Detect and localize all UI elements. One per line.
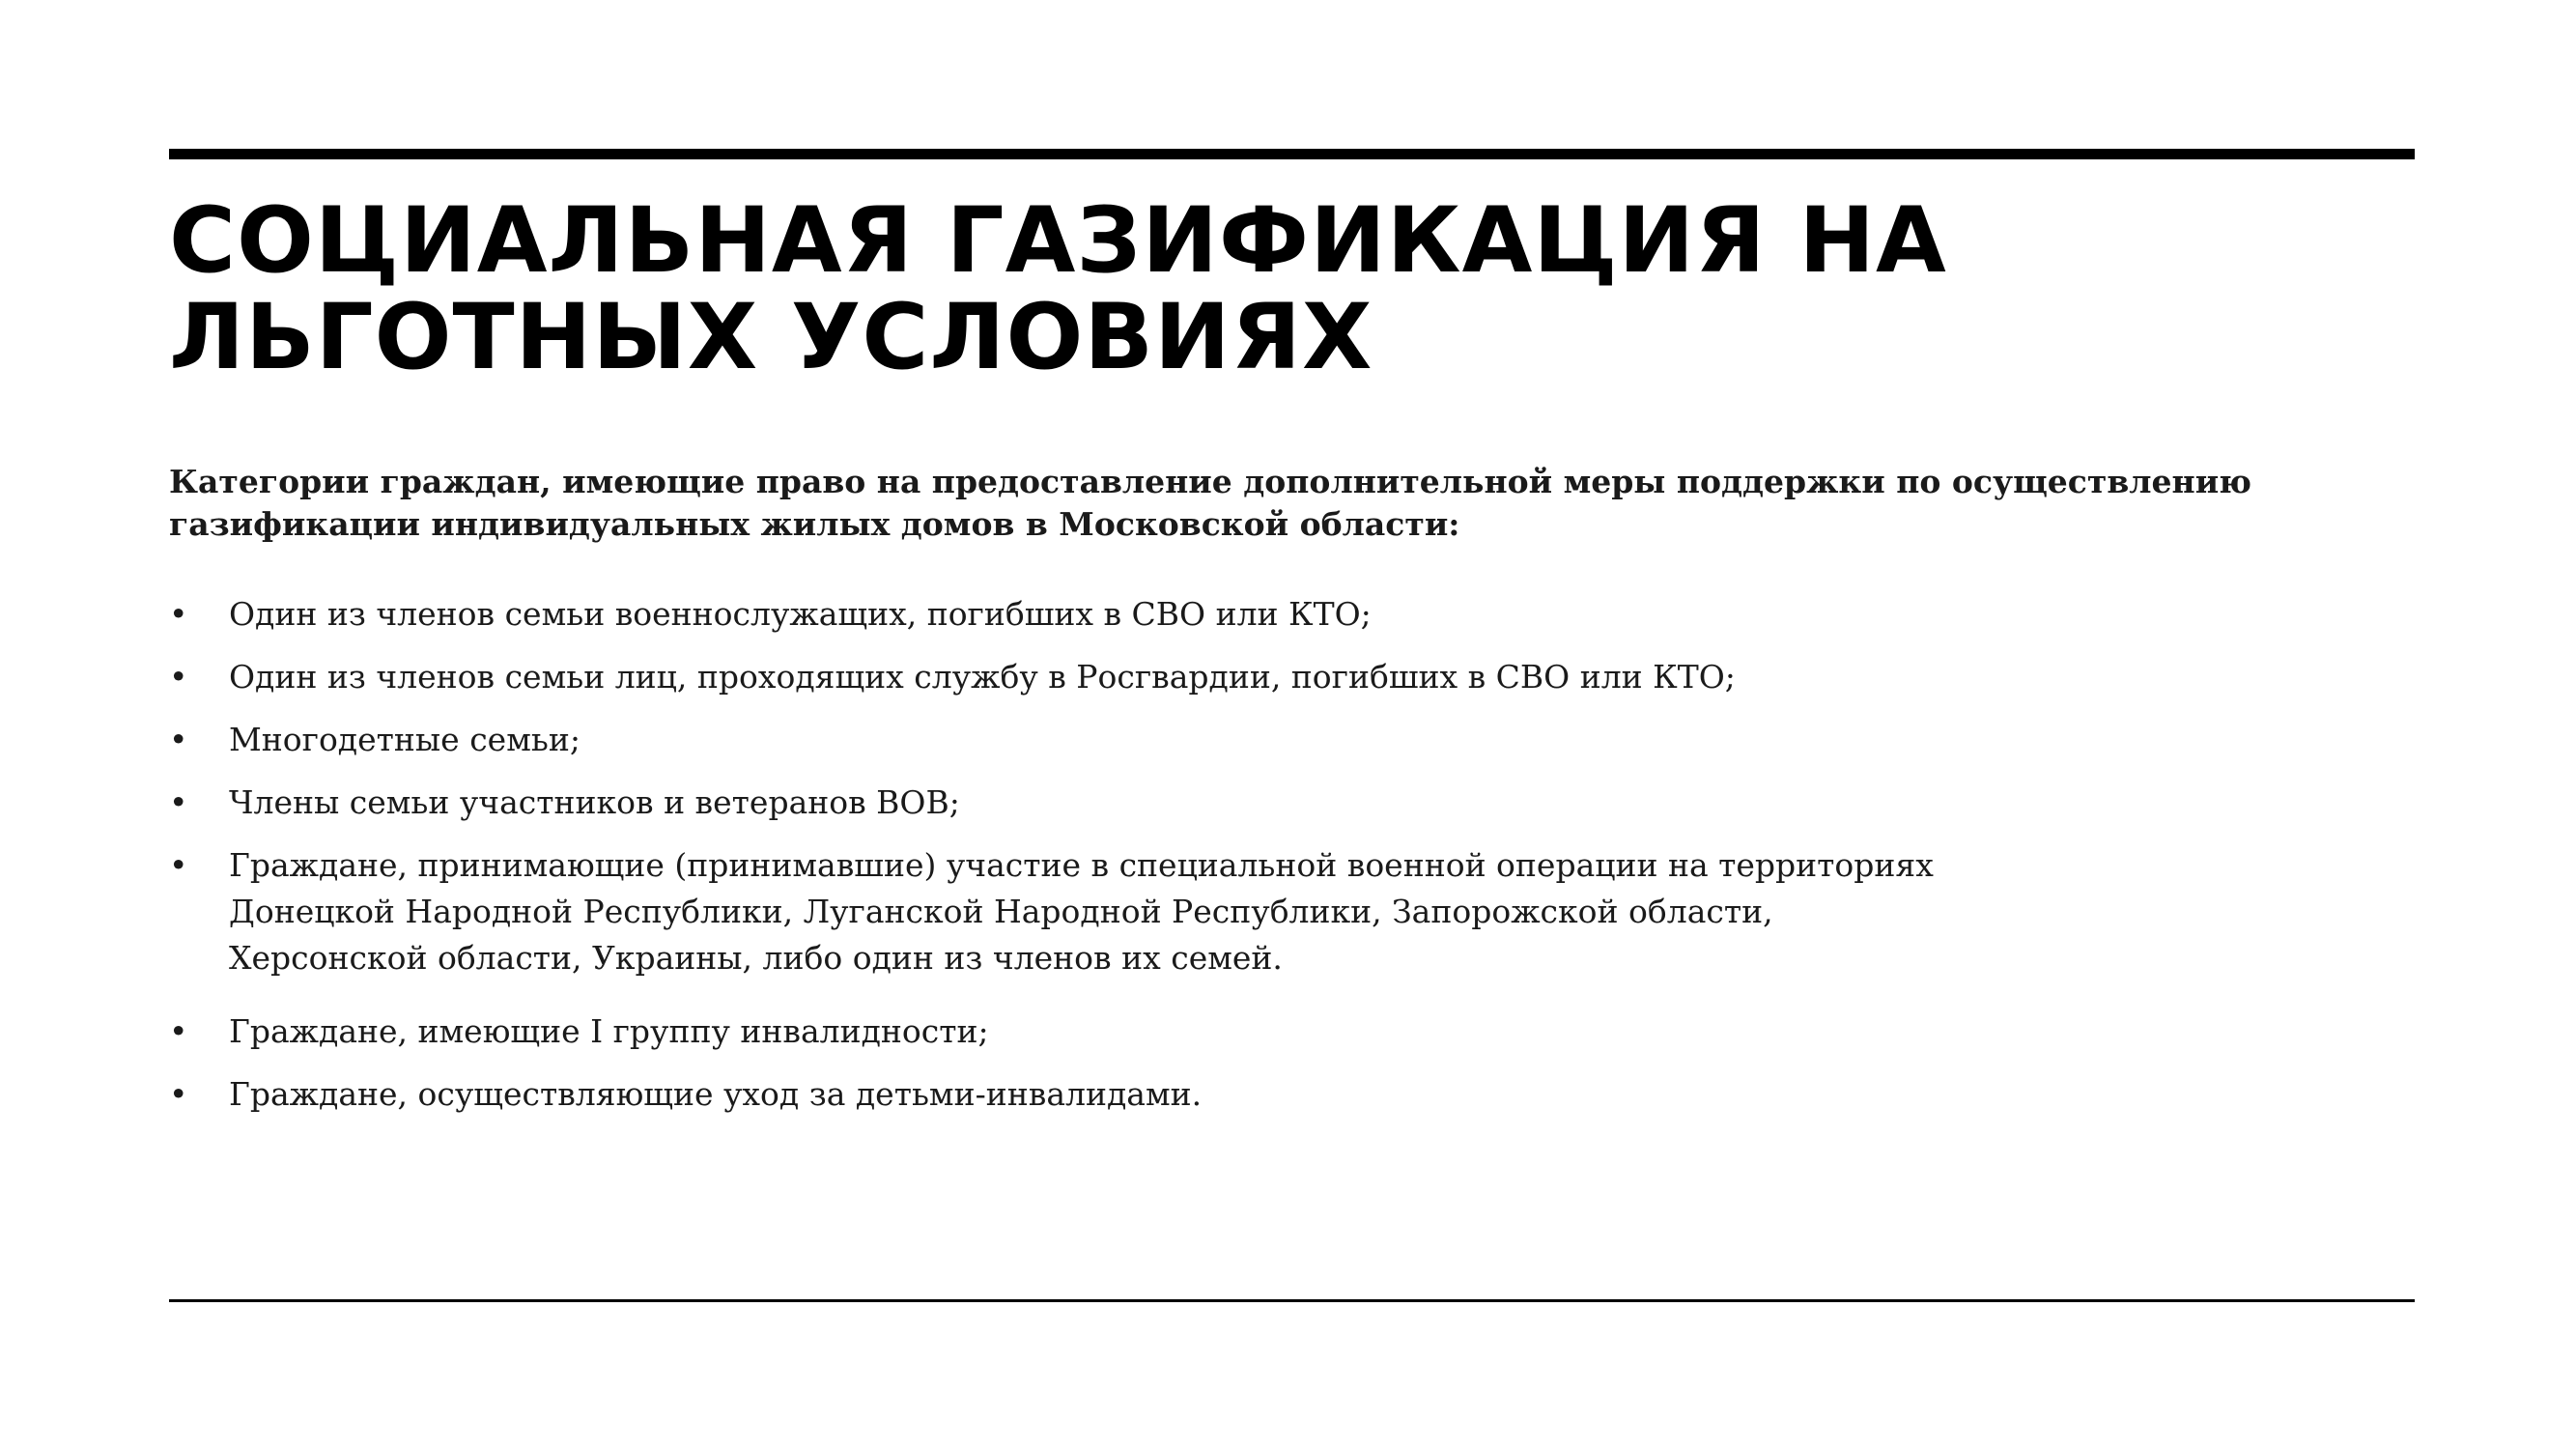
list-item [169,842,2294,981]
bullet-icon: • [169,783,188,821]
list-item [169,654,2294,700]
list-item [169,591,2294,638]
bullet-icon: • [169,1012,188,1050]
list-item [169,717,2294,763]
list-item-text: Один из членов семьи лиц, проходящих службу в Росгвардии, погибших в СВО или КТО; [229,658,1736,696]
eligibility-list [169,591,2294,1134]
top-divider [169,149,2415,159]
bottom-divider [169,1299,2415,1302]
bullet-icon: • [169,658,188,696]
list-item-text: Граждане, имеющие I группу инвалидности; [229,1012,989,1050]
page-title-line-1: СОЦИАЛЬНАЯ ГАЗИФИКАЦИЯ НА [169,188,1947,294]
list-item [169,780,2294,826]
list-item [169,1009,2294,1055]
bullet-icon: • [169,846,188,884]
list-item [169,1071,2294,1118]
page-title [169,188,2294,390]
subtitle: Категории граждан, имеющие право на предоставление дополнительной меры поддержки по осуществлению газификации индивидуальных жилых домов в Московской области: [169,463,2252,543]
list-item-text: Члены семьи участников и ветеранов ВОВ; [229,783,960,821]
list-item-text: Граждане, принимающие (принимавшие) участие в специальной военной операции на территориях Донецкой Народной Республики, Луганской Народной Республики, Запорожской области, Херсонской области, Украины, либо один из членов их семей. [229,846,1934,977]
list-item-text: Многодетные семьи; [229,721,580,758]
bullet-icon: • [169,595,188,633]
list-item-text: Граждане, осуществляющие уход за детьми-инвалидами. [229,1075,1203,1113]
bullet-icon: • [169,1075,188,1113]
list-item-text: Один из членов семьи военнослужащих, погибших в СВО или КТО; [229,595,1372,633]
bullet-icon: • [169,721,188,758]
page-title-line-2: ЛЬГОТНЫХ УСЛОВИЯХ [169,285,1373,390]
